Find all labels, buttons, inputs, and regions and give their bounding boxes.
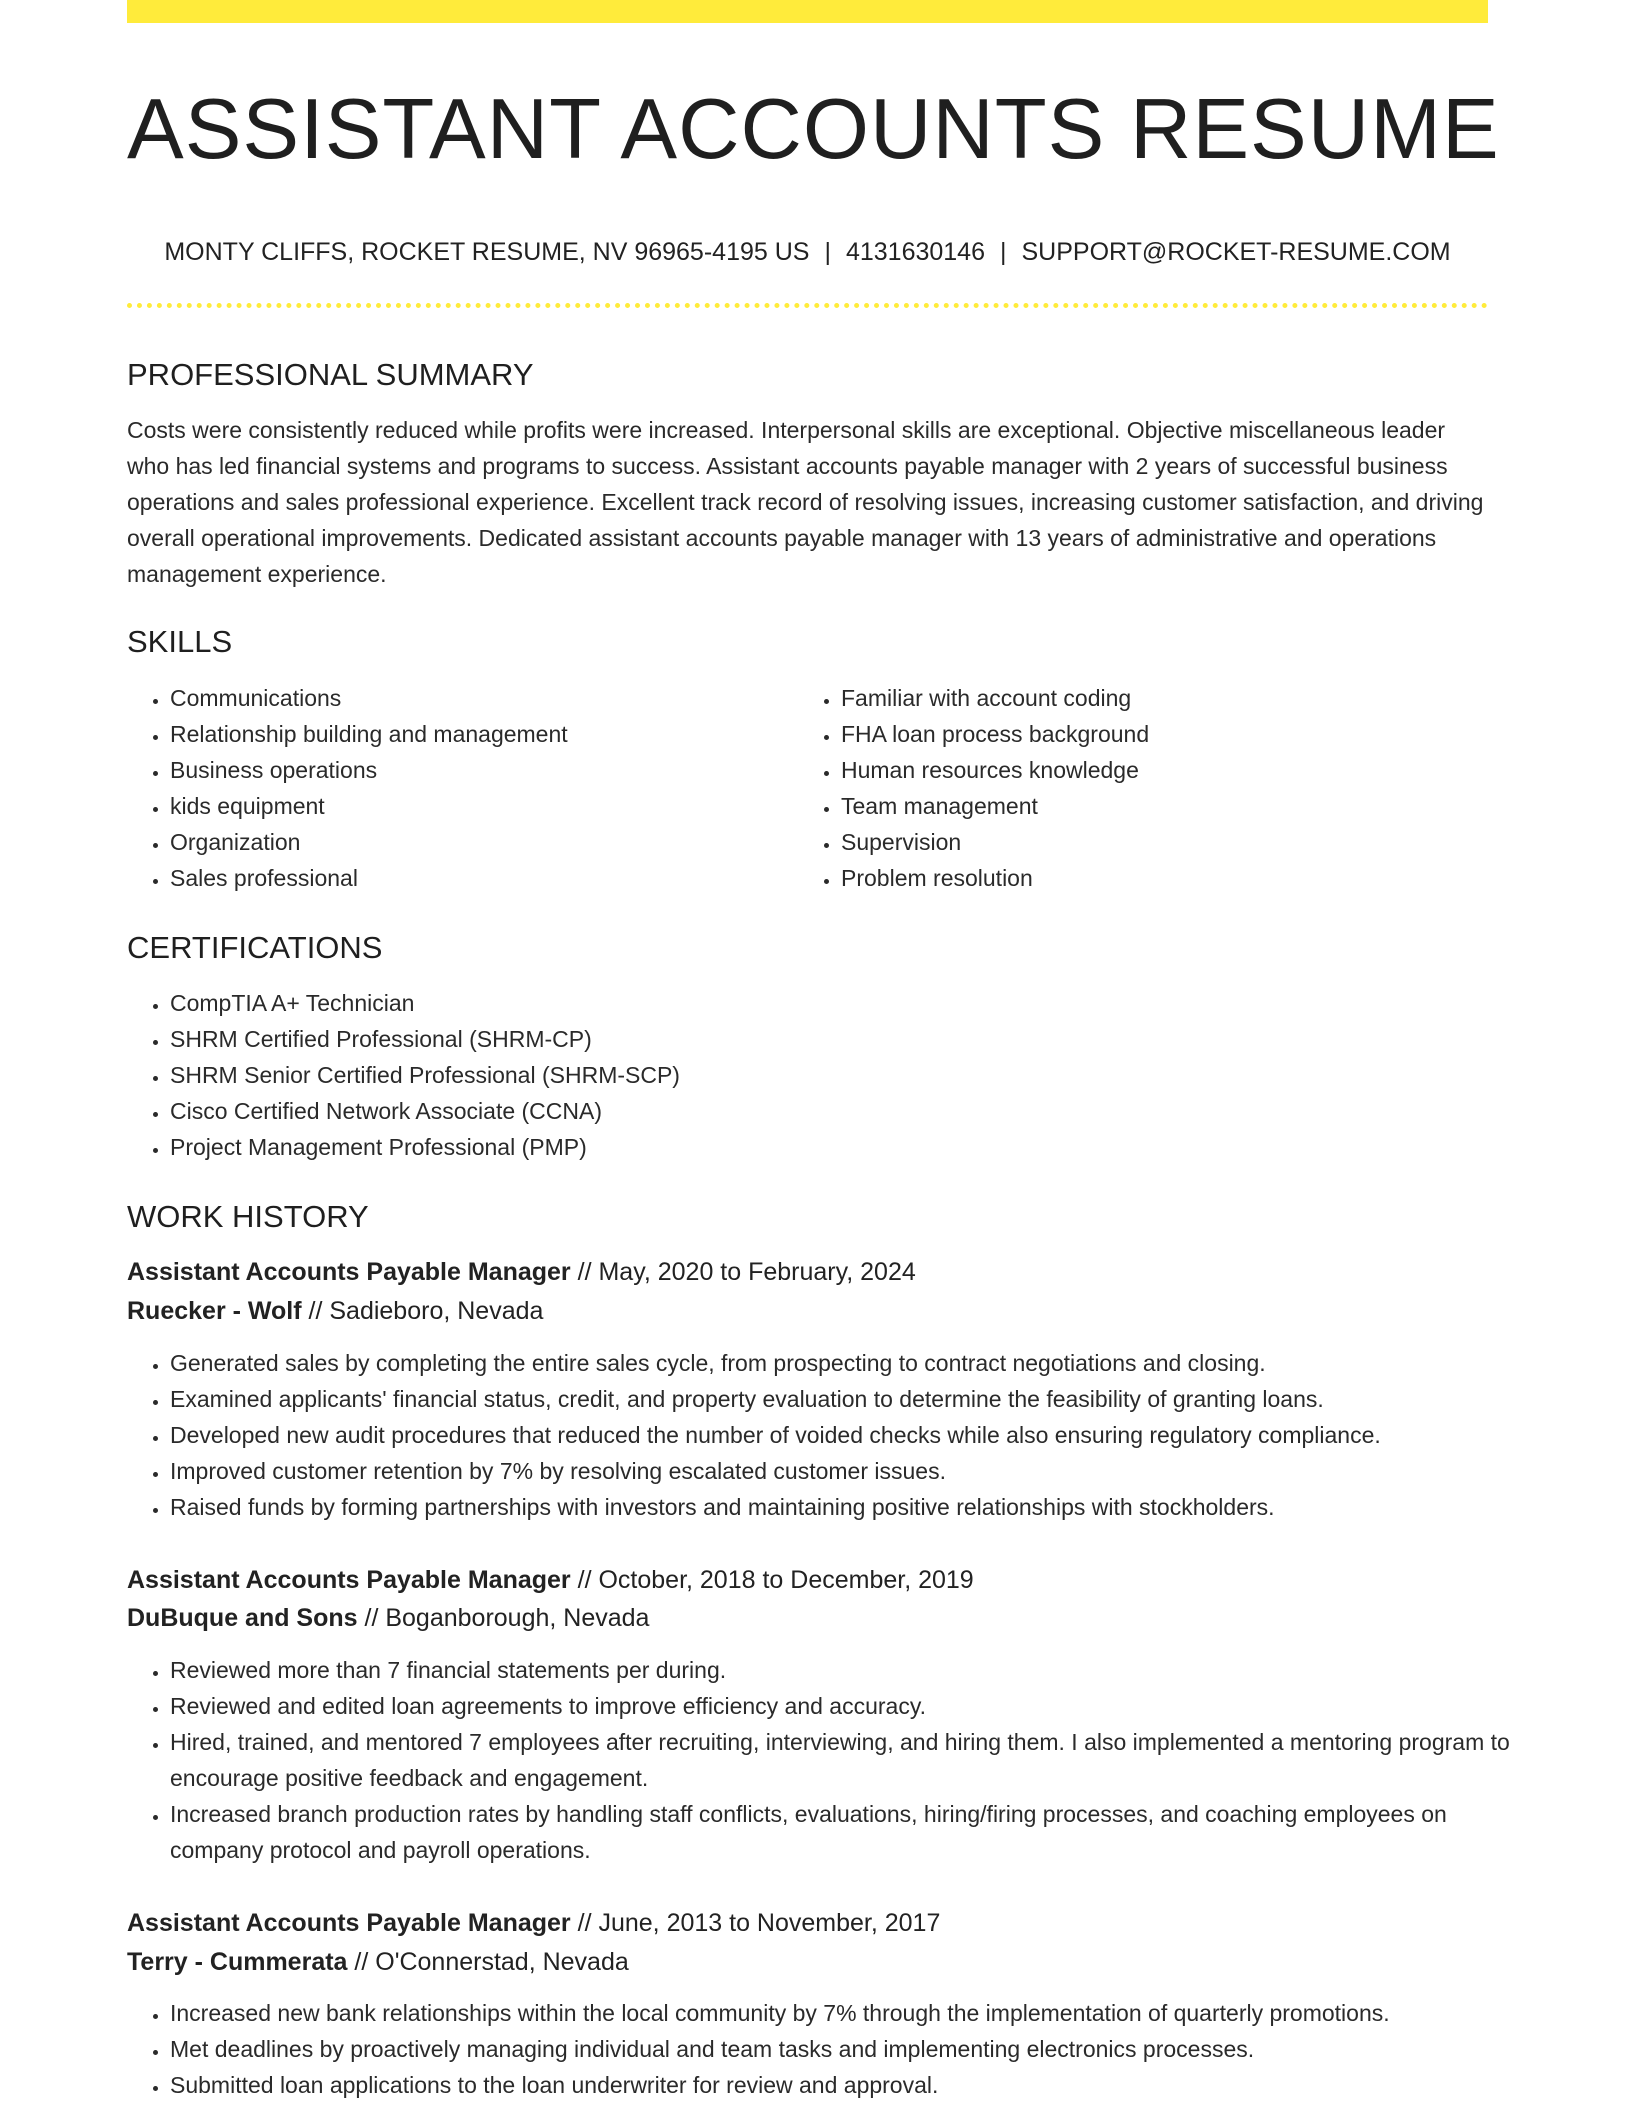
skill-item: • Supervision — [841, 824, 1461, 860]
job-location: // O'Connerstad, Nevada — [354, 1948, 629, 1976]
certification-item: • SHRM Senior Certified Professional (SHRM-SCP) — [170, 1057, 1470, 1093]
job-title: Assistant Accounts Payable Manager — [127, 1909, 571, 1937]
job-location: // Sadieboro, Nevada — [308, 1297, 544, 1325]
contact-line — [127, 234, 1488, 270]
contact-separator: | — [824, 238, 831, 266]
job-company: DuBuque and Sons — [127, 1604, 358, 1632]
contact-address: MONTY CLIFFS, ROCKET RESUME, NV 96965-4195 US — [164, 238, 810, 266]
job-title-line — [127, 1904, 940, 1942]
certifications-heading: CERTIFICATIONS — [127, 930, 383, 965]
job-dates: // May, 2020 to February, 2024 — [577, 1258, 916, 1286]
job-company-line — [127, 1292, 543, 1330]
skill-item: • Business operations — [170, 752, 790, 788]
skill-item: • Team management — [841, 788, 1461, 824]
job-title: Assistant Accounts Payable Manager — [127, 1566, 571, 1594]
job-bullets — [127, 1652, 1531, 1868]
job-bullet: • Generated sales by completing the entire sales cycle, from prospecting to contract negotiations and closing. — [170, 1345, 1531, 1381]
job-bullet: • Examined applicants' financial status, credit, and property evaluation to determine the feasibility of granting loans. — [170, 1381, 1531, 1417]
skills-list-right — [798, 680, 1461, 896]
job-company: Terry - Cummerata — [127, 1948, 348, 1976]
summary-text: Costs were consistently reduced while profits were increased. Interpersonal skills are exceptional. Objective miscellaneous leader who has led financial systems and programs to success. Assistant accounts payable manager with 2 years of successful business operations and sales professional experience. Excellent track record of resolving issues, increasing customer satisfaction, and driving overall operational improvements. Dedicated assistant accounts payable manager with 13 years of administrative and operations management experience. — [127, 417, 1484, 587]
certification-item: • SHRM Certified Professional (SHRM-CP) — [170, 1021, 1470, 1057]
skill-item: • FHA loan process background — [841, 716, 1461, 752]
job-bullet: • Increased branch production rates by handling staff conflicts, evaluations, hiring/firing processes, and coaching employees on company protocol and payroll operations. — [170, 1796, 1531, 1868]
job-title: Assistant Accounts Payable Manager — [127, 1258, 571, 1286]
job-bullets — [127, 1345, 1531, 1525]
contact-phone: 4131630146 — [845, 238, 985, 266]
certifications-list — [127, 985, 1470, 1165]
job-bullet: • Hired, trained, and mentored 7 employees after recruiting, interviewing, and hiring them. I also implemented a mentoring program to encourage positive feedback and engagement. — [170, 1724, 1531, 1796]
skill-item: • Human resources knowledge — [841, 752, 1461, 788]
job-bullet: • Increased new bank relationships within the local community by 7% through the implementation of quarterly promotions. — [170, 1995, 1531, 2031]
contact-separator: | — [1000, 238, 1007, 266]
dotted-divider — [127, 303, 1488, 308]
job-bullet: • Raised funds by forming partnerships with investors and maintaining positive relationships with stockholders. — [170, 1489, 1531, 1525]
skill-item: • Familiar with account coding — [841, 680, 1461, 716]
job-bullets — [127, 1995, 1531, 2103]
skill-item: • Relationship building and management — [170, 716, 790, 752]
skill-item: • Organization — [170, 824, 790, 860]
job-bullet: • Reviewed more than 7 financial statements per during. — [170, 1652, 1531, 1688]
skills-list-left — [127, 680, 790, 896]
certification-item: • Cisco Certified Network Associate (CCNA) — [170, 1093, 1470, 1129]
skills-heading: SKILLS — [127, 624, 233, 659]
job-company-line — [127, 1599, 649, 1637]
skill-item: • Communications — [170, 680, 790, 716]
job-location: // Boganborough, Nevada — [364, 1604, 650, 1632]
resume-title: ASSISTANT ACCOUNTS RESUME — [127, 82, 1500, 177]
certification-item: • CompTIA A+ Technician — [170, 985, 1470, 1021]
certification-item: • Project Management Professional (PMP) — [170, 1129, 1470, 1165]
job-bullet: • Met deadlines by proactively managing individual and team tasks and implementing electronics processes. — [170, 2031, 1531, 2067]
job-company-line — [127, 1943, 629, 1981]
skill-item: • Problem resolution — [841, 860, 1461, 896]
job-bullet: • Improved customer retention by 7% by resolving escalated customer issues. — [170, 1453, 1531, 1489]
skill-item: • kids equipment — [170, 788, 790, 824]
skill-item: • Sales professional — [170, 860, 790, 896]
top-accent-bar — [127, 0, 1488, 23]
summary-heading: PROFESSIONAL SUMMARY — [127, 357, 534, 392]
job-bullet: • Submitted loan applications to the loan underwriter for review and approval. — [170, 2067, 1531, 2103]
contact-email: SUPPORT@ROCKET-RESUME.COM — [1021, 238, 1451, 266]
work-history-heading: WORK HISTORY — [127, 1199, 369, 1234]
job-title-line — [127, 1253, 916, 1291]
job-bullet: • Developed new audit procedures that reduced the number of voided checks while also ensuring regulatory compliance. — [170, 1417, 1531, 1453]
job-bullet: • Reviewed and edited loan agreements to improve efficiency and accuracy. — [170, 1688, 1531, 1724]
job-title-line — [127, 1561, 974, 1599]
job-dates: // October, 2018 to December, 2019 — [577, 1566, 974, 1594]
job-dates: // June, 2013 to November, 2017 — [577, 1909, 941, 1937]
job-company: Ruecker - Wolf — [127, 1297, 302, 1325]
